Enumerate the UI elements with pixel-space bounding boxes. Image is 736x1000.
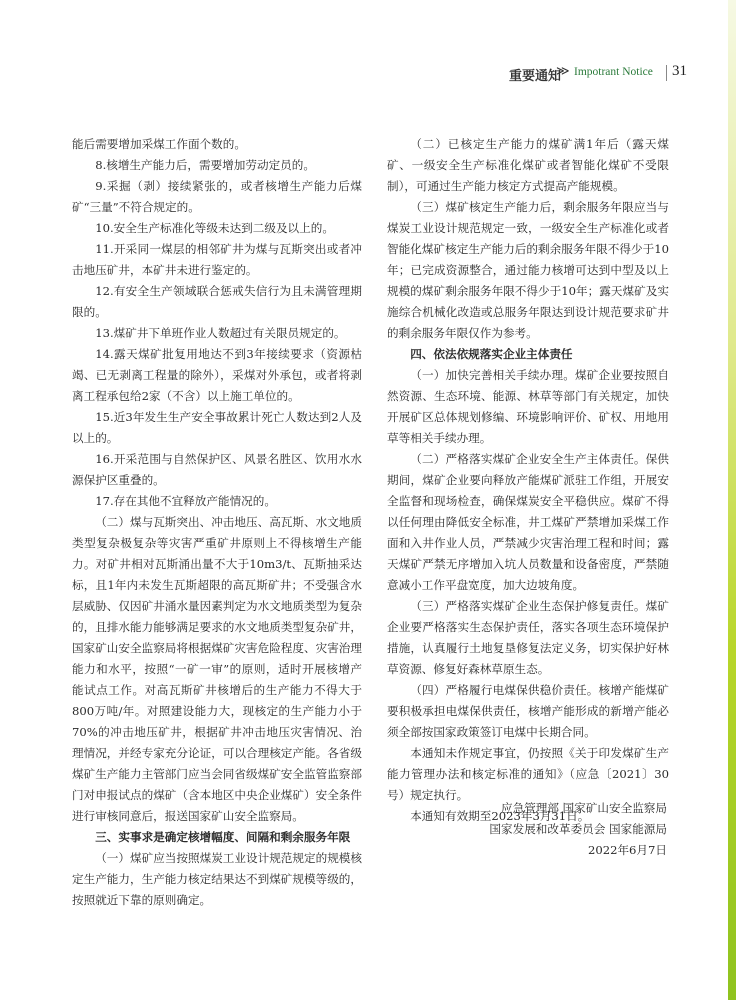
header-divider [666,65,667,81]
paragraph: （一）煤矿应当按照煤炭工业设计规范规定的规模核定生产能力，生产能力核定结果达不到煤矿规模等级的，按照就近下靠的原则确定。 [72,851,362,907]
signature-line-1: 应急管理部 国家矿山安全监察局 [501,801,667,815]
section-title: 重要通知 [509,69,562,84]
paragraph: 本通知未作规定事宜，仍按照《关于印发煤矿生产能力管理办法和核定标准的通知》（应急〔2021〕30号）规定执行。 [387,746,669,802]
paragraph: 16.开采范围与自然保护区、风景名胜区、饮用水水源保护区重叠的。 [72,452,362,487]
page-accent-bar [728,0,736,1000]
paragraph: 12.有安全生产领域联合惩戒失信行为且未满管理期限的。 [72,284,362,319]
paragraph: 9.采掘（剥）接续紧张的，或者核增生产能力后煤矿“三量”不符合规定的。 [72,179,362,214]
paragraph: 本通知有效期至2023年3月31日。 [410,809,590,823]
paragraph: 14.露天煤矿批复用地达不到3年接续要求（资源枯竭、已无剥离工程量的除外），采煤对外承包，或者将剥离工程承包给2家（不含）以上施工单位的。 [72,347,362,403]
paragraph: （一）加快完善相关手续办理。煤矿企业要按照自然资源、生态环境、能源、林草等部门有关规定，加快开展矿区总体规划修编、环境影响评价、矿权、用地用草等相关手续办理。 [387,368,669,445]
page-number: 31 [672,63,687,79]
paragraph: （二）煤与瓦斯突出、冲击地压、高瓦斯、水文地质类型复杂极复杂等灾害严重矿井原则上不得核增生产能力。对矿井相对瓦斯涌出量不大于10m3/t、瓦斯抽采达标，且1年内未发生瓦斯超限的高瓦斯矿井；不受强含水层威胁、仅因矿井涌水量因素判定为水文地质类型为复杂的，且排水能力能够满足要求的水文地质类型复杂矿井，国家矿山安全监察局将根据煤矿灾害危险程度、灾害治理能力和水平，按照“一矿一审”的原则，适时开展核增产能试点工作。对高瓦斯矿井核增后的生产能力不得大于800万吨/年。对照建设能力大，现核定的生产能力小于70%的冲击地压矿井，根据矿井冲击地压灾害情况、治理情况，并经专家充分论证，可以合理核定产能。各省级煤矿生产能力主管部门应当会同省级煤矿安全监管监察部门对申报试点的煤矿（含本地区中央企业煤矿）安全条件进行审核同意后，报送国家矿山安全监察局。 [72,515,362,823]
signature-line-2: 国家发展和改革委员会 国家能源局 [489,822,667,836]
section-heading: 三、实事求是确定核增幅度、间隔和剩余服务年限 [95,830,351,844]
paragraph: （二）严格落实煤矿企业安全生产主体责任。保供期间，煤矿企业要向释放产能煤矿派驻工作组，开展安全监督和现场检查，确保煤炭安全平稳供应。煤矿不得以任何理由降低安全标准，井工煤矿严禁增加采煤工作面和入井作业人员，严禁减少灾害治理工程和时间；露天煤矿严禁无序增加入坑人员数量和设备密度，严禁随意减小工作平盘宽度，加大边坡角度。 [387,452,669,592]
right-column [387,134,669,827]
section-title-en: Impotrant Notice [574,66,653,78]
paragraph: （四）严格履行电煤保供稳价责任。核增产能煤矿要积极承担电煤保供责任，核增产能形成的新增产能必须全部按国家政策签订电煤中长期合同。 [387,683,669,739]
paragraph: （三）严格落实煤矿企业生态保护修复责任。煤矿企业要严格落实生态保护责任，落实各项生态环境保护措施，认真履行土地复垦修复法定义务，切实保护好林草资源、修复好森林草原生态。 [387,599,669,676]
left-column [72,134,362,911]
signature-date: 2022年6月7日 [587,843,667,857]
paragraph: 10.安全生产标准化等级未达到二级及以上的。 [95,221,334,235]
section-heading: 四、依法依规落实企业主体责任 [410,347,573,361]
page-header [0,62,687,84]
paragraph: 17.存在其他不宜释放产能情况的。 [95,494,276,508]
paragraph: 13.煤矿井下单班作业人数超过有关限员规定的。 [95,326,346,340]
paragraph: 15.近3年发生生产安全事故累计死亡人数达到2人及以上的。 [72,410,362,445]
paragraph: 能后需要增加采煤工作面个数的。 [72,137,246,151]
paragraph: （三）煤矿核定生产能力后，剩余服务年限应当与煤炭工业设计规范规定一致，一级安全生产标准化或者智能化煤矿核定生产能力后的剩余服务年限不得少于10年；已完成资源整合，通过能力核增可达到中型及以上规模的煤矿剩余服务年限不得少于10年；露天煤矿及实施综合机械化改造或总服务年限达到设计规范要求矿井的剩余服务年限仅作为参考。 [387,200,669,340]
paragraph: （二）已核定生产能力的煤矿满1年后（露天煤矿、一级安全生产标准化煤矿或者智能化煤矿不受限制），可通过生产能力核定方式提高产能规模。 [387,137,669,193]
double-chevron-icon: ≫ [556,64,570,79]
paragraph: 11.开采同一煤层的相邻矿井为煤与瓦斯突出或者冲击地压矿井，本矿井未进行鉴定的。 [72,242,362,277]
paragraph: 8.核增生产能力后，需要增加劳动定员的。 [95,158,315,172]
